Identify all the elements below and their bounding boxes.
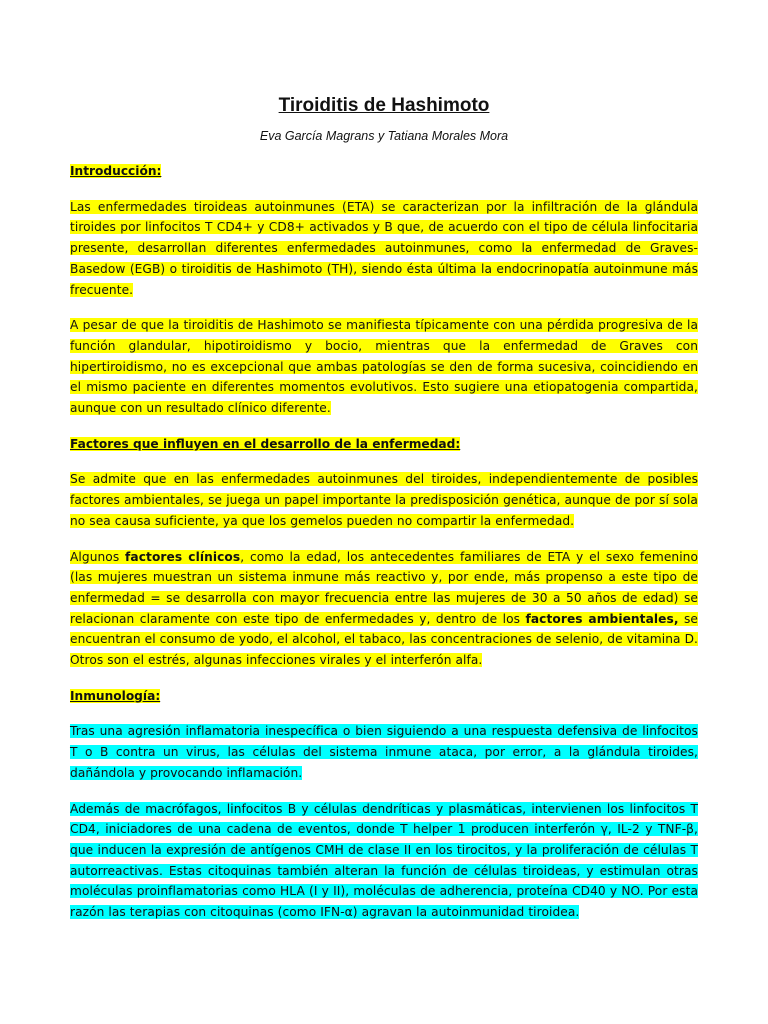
factors-p2-clinical-bold: factores clínicos — [125, 549, 241, 564]
factors-paragraph-2 — [70, 547, 698, 671]
factors-heading-text: Factores que influyen en el desarrollo de la enfermedad: — [70, 436, 461, 451]
immuno-paragraph-1-text: Tras una agresión inflamatoria inespecífica o bien siguiendo a una respuesta defensiva de linfocitos T o B contra un virus, las células del sistema inmune ataca, por error, a la glándula tiroides, dañándola y provocando inflamación. — [70, 724, 698, 780]
intro-heading — [70, 161, 698, 182]
immuno-paragraph-2 — [70, 799, 698, 923]
factors-p2-part-e: se encuentran el consumo de yodo, el alcohol, el tabaco, las concentraciones de selenio, de vitamina D. Otros son el estrés, algunas infecciones virales y el interferón alfa. — [70, 611, 698, 668]
intro-paragraph-2 — [70, 315, 698, 419]
immuno-paragraph-1 — [70, 721, 698, 783]
intro-paragraph-1 — [70, 197, 698, 301]
factors-paragraph-1 — [70, 469, 698, 531]
document-title: Tiroiditis de Hashimoto — [278, 95, 490, 116]
intro-heading-text: Introducción: — [70, 164, 162, 178]
immuno-heading — [70, 686, 698, 707]
immuno-paragraph-2-text: Además de macrófagos, linfocitos B y células dendríticas y plasmáticas, intervienen los linfocitos T CD4, iniciadores de una cadena de eventos, donde T helper 1 producen interferón γ, IL-2 y TNF-β, que inducen la expresión de antígenos CMH de clase II en los tirocitos, y la proliferación de células T autorreactivas. Estas citoquinas también alteran la función de células tiroideas, y estimulan otras moléculas proinflamatorias como HLA (I y II), moléculas de adherencia, proteína CD40 y NO. Por esta razón las terapias con citoquinas (como IFN-α) agravan la autoinmunidad tiroidea. — [70, 801, 698, 920]
factors-p2-environmental-bold: factores ambientales, — [525, 611, 679, 626]
factors-heading — [70, 434, 698, 455]
factors-p2-part-c: , como la edad, los antecedentes familiares de ETA y el sexo femenino (las mujeres muestran un sistema inmune más reactivo y, por ende, más propenso a este tipo de enfermedad = se desarrolla con mayor frecuencia entre las mujeres de 30 a 50 años de edad) se relacionan claramente con este tipo de enfermedades y, dentro de los — [70, 549, 699, 626]
factors-paragraph-2-text — [70, 550, 698, 668]
factors-paragraph-1-text: Se admite que en las enfermedades autoinmunes del tiroides, independientemente de posibles factores ambientales, se juega un papel importante la predisposición genética, aunque de por sí sola no sea causa suficiente, ya que los gemelos pueden no compartir la enfermedad. — [70, 472, 698, 528]
immuno-heading-text: Inmunología: — [70, 688, 161, 703]
document-authors: Eva García Magrans y Tatiana Morales Mora — [259, 129, 509, 143]
factors-p2-part-a: Algunos — [70, 549, 126, 564]
intro-paragraph-2-text: A pesar de que la tiroiditis de Hashimoto se manifiesta típicamente con una pérdida progresiva de la función glandular, hipotiroidismo y bocio, mientras que la enfermedad de Graves con hipertiroidismo, no es excepcional que ambas patologías se den de forma sucesiva, coincidiendo en el mismo paciente en diferentes momentos evolutivos. Esto sugiere una etiopatogenia compartida, aunque con un resultado clínico diferente. — [70, 318, 698, 416]
intro-paragraph-1-text: Las enfermedades tiroideas autoinmunes (ETA) se caracterizan por la infiltración de la glándula tiroides por linfocitos T CD4+ y CD8+ activados y B que, de acuerdo con el tipo de célula linfocitaria presente, desarrollan diferentes enfermedades autoinmunes, como la enfermedad de Graves-Basedow (EGB) o tiroiditis de Hashimoto (TH), siendo ésta última la endocrinopatía autoinmune más frecuente. — [70, 199, 698, 297]
